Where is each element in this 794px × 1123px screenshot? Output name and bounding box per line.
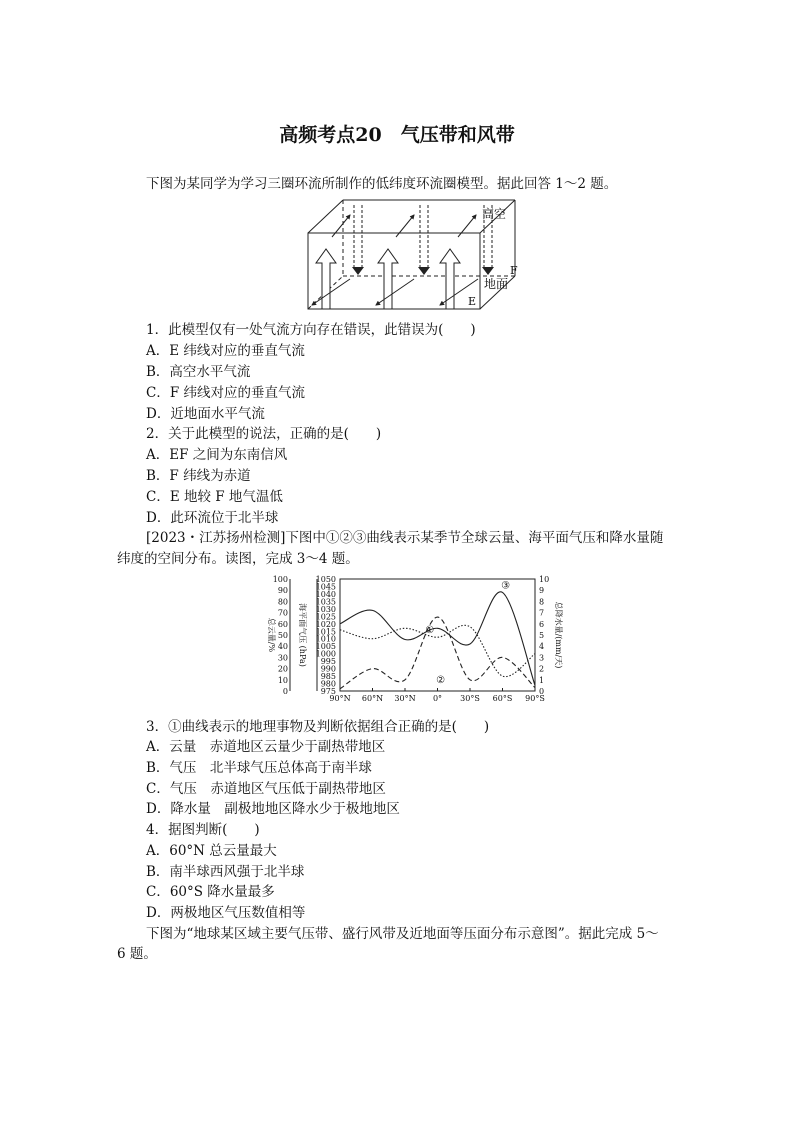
series-label-2: ② [436, 675, 446, 686]
pressure-axis-tick-label: 1020 [315, 619, 336, 629]
pressure-axis-tick-label: 1035 [315, 597, 336, 607]
intro-paragraph-2-line-2: 纬度的空间分布。读图，完成 3～4 题。 [117, 551, 359, 567]
pressure-axis-tick-label: 1050 [315, 575, 336, 584]
pressure-axis-tick-label: 985 [320, 672, 336, 682]
rising-air-arrow [378, 249, 398, 309]
question-1-option-b: B．高空水平气流 [146, 364, 251, 380]
rain-axis-tick-label: 6 [539, 619, 545, 629]
pressure-axis-tick-label: 995 [320, 657, 336, 667]
question-3-option-a: A．云量 赤道地区云量少于副热带地区 [146, 739, 386, 755]
x-tick-label: 30°S [460, 694, 480, 703]
rain-axis-tick-label: 7 [539, 608, 545, 618]
pressure-axis-tick-label: 975 [320, 687, 336, 696]
intro-paragraph-1: 下图为某同学为学习三圈环流所制作的低纬度环流圈模型。据此回答 1～2 题。 [146, 176, 618, 192]
cloud-axis-tick-label: 80 [277, 597, 288, 607]
cloud-axis-tick-label: 60 [277, 619, 288, 629]
cloud-axis-tick-label: 40 [277, 642, 288, 652]
question-1-option-d: D．近地面水平气流 [146, 406, 265, 422]
label-F: F [510, 264, 518, 277]
climate-chart [260, 573, 563, 707]
rain-axis-tick-label: 2 [539, 664, 545, 674]
intro-paragraph-3-line-2: 6 题。 [117, 946, 157, 962]
x-tick-label: 90°S [525, 694, 545, 703]
pressure-axis-tick-label: 1005 [315, 642, 336, 652]
pressure-axis-tick-label: 990 [320, 664, 336, 674]
question-2-stem: 2．关于此模型的说法，正确的是( ) [146, 426, 382, 442]
question-3-option-d: D．降水量 副极地地区降水少于极地地区 [146, 801, 400, 817]
x-tick-label: 60°N [361, 694, 384, 703]
question-1-stem: 1．此模型仅有一处气流方向存在错误，此错误为( ) [146, 322, 476, 338]
label-ground: 地面 [484, 277, 509, 291]
pressure-axis-tick-label: 1030 [315, 604, 336, 614]
question-2-option-b: B．F 纬线为赤道 [146, 468, 251, 484]
question-4-option-d: D．两极地区气压数值相等 [146, 905, 306, 921]
rain-axis-tick-label: 10 [539, 575, 550, 584]
rain-axis-title: 总降水量/(mm/天) [554, 601, 563, 669]
rain-axis-tick-label: 0 [539, 687, 545, 696]
label-high-altitude: 高空 [482, 207, 507, 221]
cloud-axis-title: 总云量/% [267, 617, 276, 653]
question-4-option-c: C．60°S 降水量最多 [146, 884, 275, 900]
pressure-axis-tick-label: 1015 [315, 627, 336, 637]
question-1-option-c: C．F 纬线对应的垂直气流 [146, 385, 305, 401]
x-tick-label: 0° [432, 694, 443, 703]
question-2-option-c: C．E 地较 F 地气温低 [146, 489, 283, 505]
question-3-stem: 3．①曲线表示的地理事物及判断依据组合正确的是( ) [146, 719, 490, 735]
question-3-option-c: C．气压 赤道地区气压低于副热带地区 [146, 781, 386, 797]
circulation-model-figure [300, 197, 530, 315]
series-label-3: ③ [501, 580, 511, 592]
cloud-axis-tick-label: 70 [277, 608, 288, 618]
cloud-axis-tick-label: 0 [282, 687, 288, 696]
intro-paragraph-3-line-1: 下图为“地球某区域主要气压带、盛行风带及近地面等压面分布示意图”。据此完成 5～ [146, 926, 659, 942]
rain-axis-tick-label: 5 [539, 631, 545, 640]
question-4-option-a: A．60°N 总云量最大 [146, 843, 277, 859]
series-label-1: ① [425, 625, 435, 637]
x-tick-label: 90°N [329, 694, 351, 703]
x-tick-label: 30°N [394, 694, 416, 703]
pressure-axis-tick-label: 980 [320, 679, 336, 689]
page-title: 高频考点20 气压带和风带 [279, 124, 515, 146]
question-1-option-a: A．E 纬线对应的垂直气流 [146, 343, 305, 359]
question-4-stem: 4．据图判断( ) [146, 822, 260, 838]
cloud-axis-tick-label: 100 [272, 575, 288, 584]
rain-axis-tick-label: 1 [539, 675, 545, 685]
rain-axis-tick-label: 4 [539, 642, 545, 652]
cloud-axis-tick-label: 50 [277, 631, 288, 640]
cloud-axis-tick-label: 90 [277, 586, 288, 596]
pressure-axis-tick-label: 1025 [315, 612, 336, 622]
pressure-axis-title: 海平面气压 (hPa) [298, 603, 307, 667]
pressure-axis-tick-label: 1045 [315, 582, 336, 592]
rain-axis-tick-label: 8 [539, 597, 545, 607]
rising-air-arrow [440, 249, 460, 309]
intro-paragraph-2-line-1: [2023・江苏扬州检测]下图中①②③曲线表示某季节全球云量、海平面气压和降水量随 [146, 530, 664, 546]
pressure-axis-tick-label: 1040 [315, 589, 336, 599]
question-3-option-b: B．气压 北半球气压总体高于南半球 [146, 760, 372, 776]
question-2-option-a: A．EF 之间为东南信风 [146, 447, 288, 463]
question-2-option-d: D．此环流位于北半球 [146, 510, 279, 526]
x-tick-label: 60°S [492, 694, 513, 703]
cloud-axis-tick-label: 20 [277, 664, 288, 674]
cloud-axis-tick-label: 10 [277, 675, 288, 685]
question-4-option-b: B．南半球西风强于北半球 [146, 864, 305, 880]
label-E: E [468, 295, 477, 308]
rain-axis-tick-label: 3 [539, 653, 545, 663]
pressure-axis-tick-label: 1010 [315, 634, 336, 644]
rain-axis-tick-label: 9 [539, 586, 545, 596]
pressure-axis-tick-label: 1000 [315, 649, 336, 659]
cloud-axis-tick-label: 30 [277, 653, 288, 663]
